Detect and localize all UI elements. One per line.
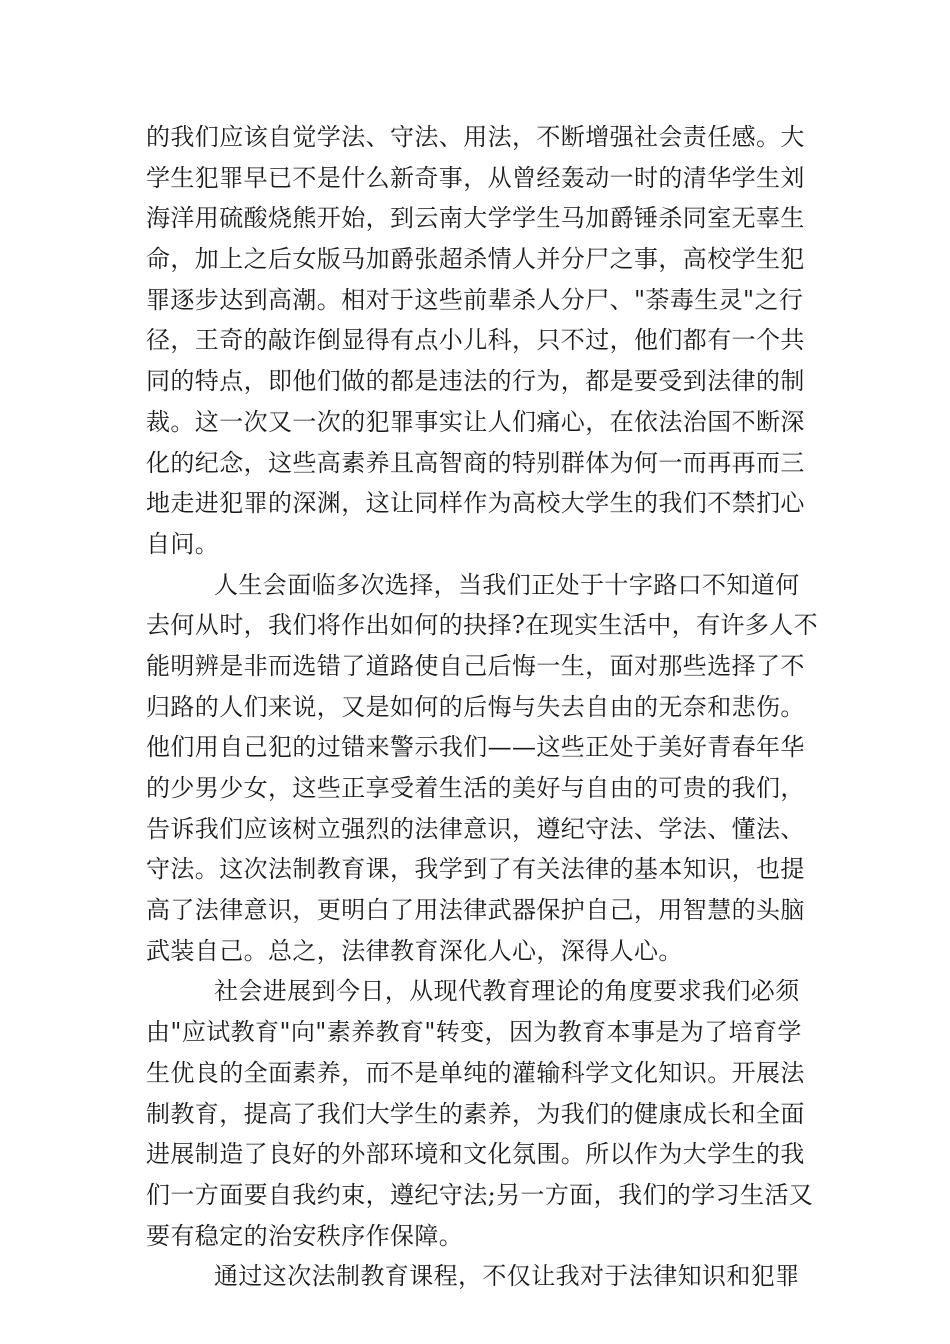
text-line: 去何从时，我们将作出如何的抉择?在现实生活中，有许多人不 xyxy=(146,611,819,640)
text-line: 的我们应该自觉学法、守法、用法，不断增强社会责任感。大 xyxy=(146,123,805,151)
text-line: 自问。 xyxy=(146,529,220,558)
text-line: 进展制造了良好的外部环境和文化氛围。所以作为大学生的我 xyxy=(146,1140,805,1169)
text-line: 学生犯罪早已不是什么新奇事，从曾经轰动一时的清华学生刘 xyxy=(146,163,805,192)
text-line: 高了法律意识，更明白了用法律武器保护自己，用智慧的头脑 xyxy=(146,896,805,925)
text-line: 命，加上之后女版马加爵张超杀情人并分尸之事，高校学生犯 xyxy=(146,245,805,274)
text-line: 归路的人们来说，又是如何的后悔与失去自由的无奈和悲伤。 xyxy=(146,692,805,721)
text-line: 的少男少女，这些正享受着生活的美好与自由的可贵的我们， xyxy=(146,774,805,802)
text-line: 海洋用硫酸烧熊开始，到云南大学学生马加爵锤杀同室无辜生 xyxy=(146,204,805,233)
text-line: 由"应试教育"向"素养教育"转变，因为教育本事是为了培育学 xyxy=(146,1018,802,1047)
text-line: 化的纪念，这些高素养且高智商的特别群体为何一而再再而三 xyxy=(146,448,805,477)
text-line: 守法。这次法制教育课，我学到了有关法律的基本知识，也提 xyxy=(146,855,805,884)
text-line: 武装自己。总之，法律教育深化人心，深得人心。 xyxy=(146,936,683,965)
text-line: 生优良的全面素养，而不是单纯的灌输科学文化知识。开展法 xyxy=(146,1058,805,1087)
text-line: 能明辨是非而选错了道路使自己后悔一生，面对那些选择了不 xyxy=(146,651,805,680)
text-line: 告诉我们应该树立强烈的法律意识，遵纪守法、学法、懂法、 xyxy=(146,814,805,843)
text-line: 要有稳定的治安秩序作保障。 xyxy=(146,1221,464,1250)
text-line: 罪逐步达到高潮。相对于这些前辈杀人分尸、"荼毒生灵"之行 xyxy=(146,285,804,314)
text-line: 同的特点，即他们做的都是违法的行为，都是要受到法律的制 xyxy=(146,367,805,396)
text-line: 径，王奇的敲诈倒显得有点小儿科，只不过，他们都有一个共 xyxy=(146,326,805,355)
document-body xyxy=(146,117,819,1297)
paragraph-first-line: 社会进展到今日，从现代教育理论的角度要求我们必须 xyxy=(214,977,800,1006)
text-line: 裁。这一次又一次的犯罪事实让人们痛心，在依法治国不断深 xyxy=(146,407,805,436)
text-line: 地走进犯罪的深渊，这让同样作为高校大学生的我们不禁扪心 xyxy=(146,489,805,518)
paragraph-first-line: 人生会面临多次选择，当我们正处于十字路口不知道何 xyxy=(214,570,800,599)
text-line: 他们用自己犯的过错来警示我们——这些正处于美好青春年华 xyxy=(146,733,805,762)
text-line: 们一方面要自我约束，遵纪守法;另一方面，我们的学习生活又 xyxy=(146,1180,814,1209)
paragraph-first-line: 通过这次法制教育课程，不仅让我对于法律知识和犯罪 xyxy=(214,1262,800,1291)
text-line: 制教育，提高了我们大学生的素养，为我们的健康成长和全面 xyxy=(146,1099,805,1128)
